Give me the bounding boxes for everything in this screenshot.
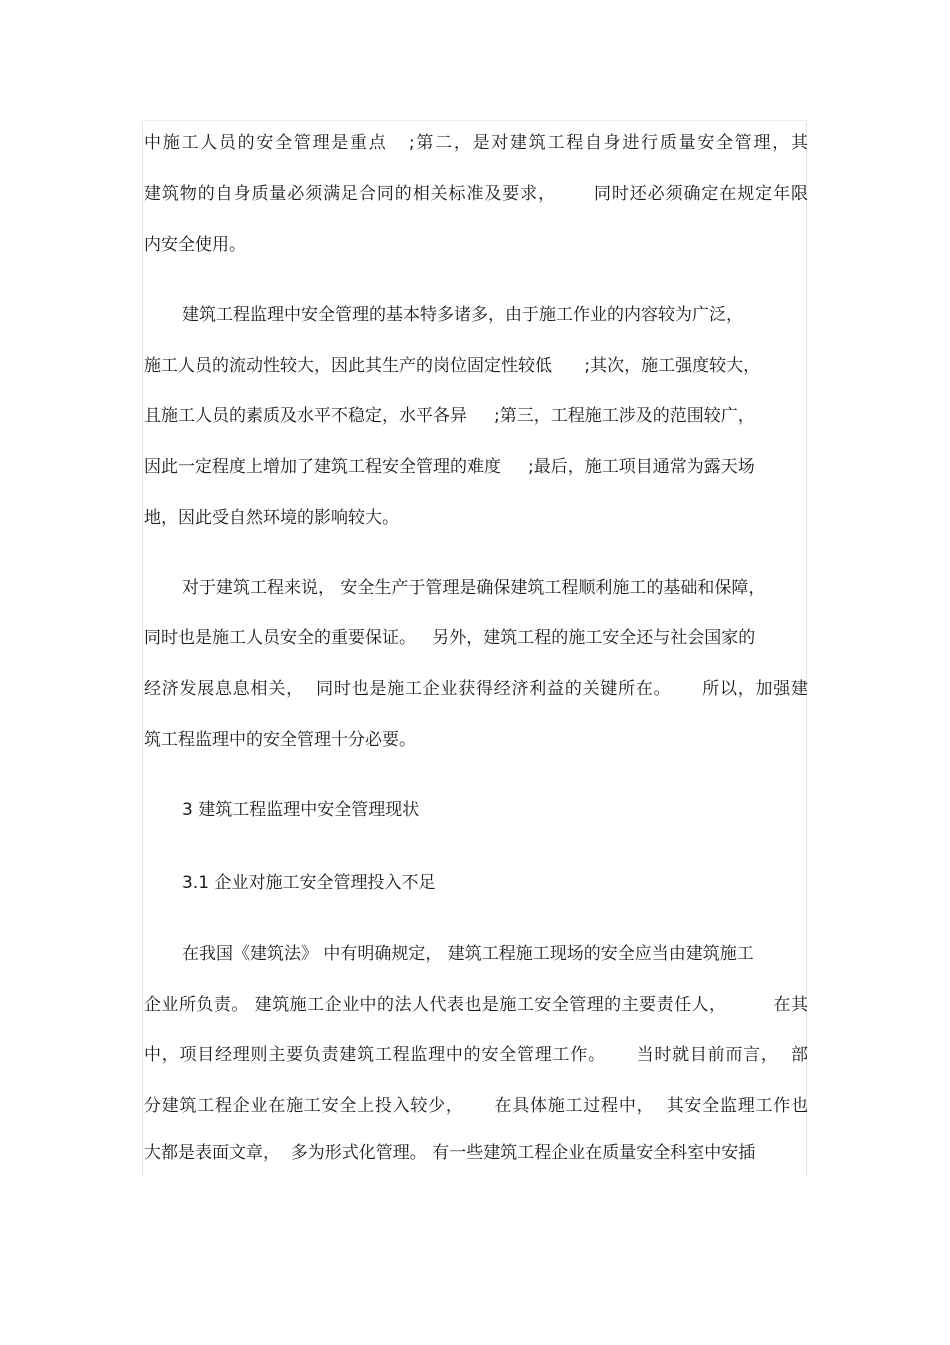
text-line: 分建筑工程企业在施工安全上投入较少， 在具体施工过程中， 其安全监理工作也 <box>144 1096 808 1116</box>
text-line: 建筑物的自身质量必须满足合同的相关标准及要求， 同时还必须确定在规定年限 <box>144 184 808 204</box>
text-line: 筑工程监理中的安全管理十分必要。 <box>144 730 416 750</box>
text-line: 因此一定程度上增加了建筑工程安全管理的难度 ;最后，施工项目通常为露天场 <box>144 457 755 477</box>
text-line: 中施工人员的安全管理是重点 ;第二，是对建筑工程自身进行质量安全管理，其 <box>144 133 808 153</box>
text-line: 地，因此受自然环境的影响较大。 <box>144 508 399 528</box>
text-line: 施工人员的流动性较大，因此其生产的岗位固定性较低 ;其次，施工强度较大， <box>144 356 761 376</box>
text-line: 企业所负责。 建筑施工企业中的法人代表也是施工安全管理的主要责任人， 在其 <box>144 995 808 1015</box>
subsection-heading: 3.1 企业对施工安全管理投入不足 <box>182 873 436 893</box>
text-line: 建筑工程监理中安全管理的基本特多诸多，由于施工作业的内容较为广泛， <box>182 305 743 325</box>
text-line: 经济发展息息相关， 同时也是施工企业获得经济利益的关键所在。 所以，加强建 <box>144 679 808 699</box>
text-line: 且施工人员的素质及水平不稳定，水平各异 ;第三，工程施工涉及的范围较广， <box>144 406 755 426</box>
text-line: 大都是表面文章， 多为形式化管理。 有一些建筑工程企业在质量安全科室中安插 <box>144 1143 756 1163</box>
text-line: 对于建筑工程来说， 安全生产于管理是确保建筑工程顺利施工的基础和保障， <box>182 578 766 598</box>
section-heading: 3 建筑工程监理中安全管理现状 <box>182 800 420 820</box>
text-line: 在我国《建筑法》 中有明确规定， 建筑工程施工现场的安全应当由建筑施工 <box>182 944 754 964</box>
text-line: 内安全使用。 <box>144 235 246 255</box>
text-line: 同时也是施工人员安全的重要保证。 另外，建筑工程的施工安全还与社会国家的 <box>144 628 756 648</box>
text-line: 中，项目经理则主要负责建筑工程监理中的安全管理工作。 当时就目前而言， 部 <box>144 1045 808 1065</box>
